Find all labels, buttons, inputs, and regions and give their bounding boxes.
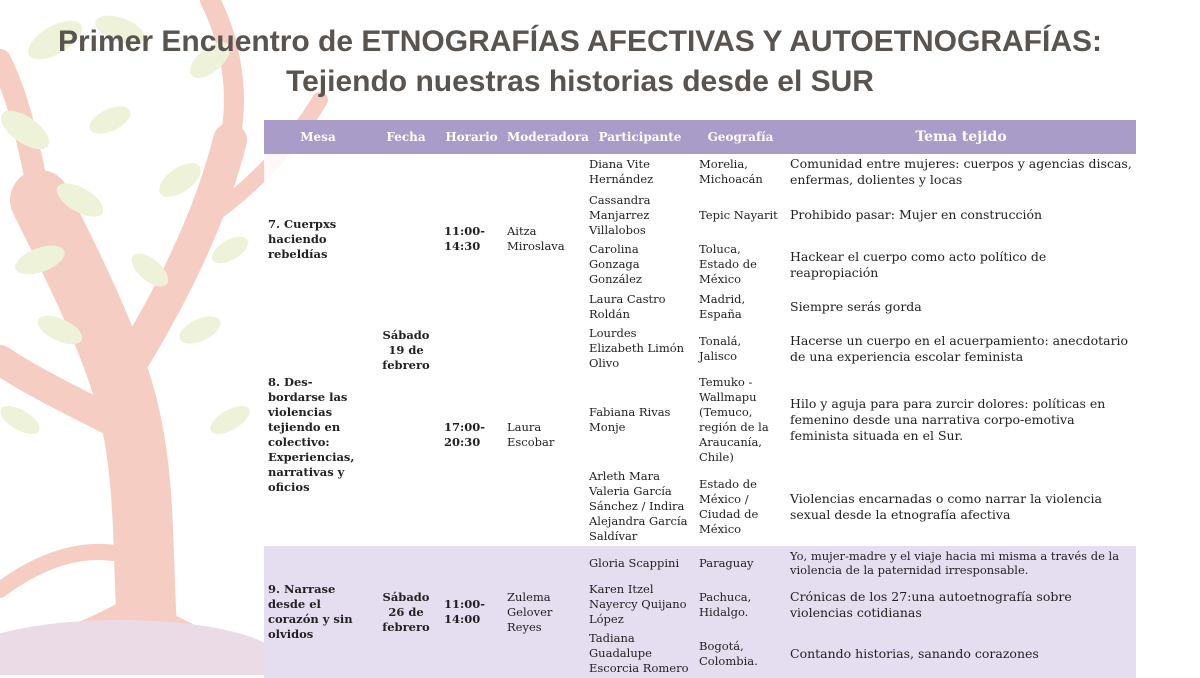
tema-cell: Contando historias, sanando corazones bbox=[786, 629, 1136, 678]
tema-cell: Comunidad entre mujeres: cuerpos y agencias discas, enfermas, dolientes y locas bbox=[786, 154, 1136, 190]
fecha-cell: Sábado 26 de febrero bbox=[372, 546, 440, 678]
header-fecha: Fecha bbox=[372, 120, 440, 154]
table-row bbox=[264, 154, 1136, 190]
participante-cell: Diana Vite Hernández bbox=[585, 154, 695, 190]
participante-cell: Arleth Mara Valeria García Sánchez / Indira Alejandra García Saldívar bbox=[585, 467, 695, 546]
mesa-cell: 7. Cuerpxs haciendo rebeldías bbox=[264, 154, 372, 324]
moderadora-cell: Laura Escobar bbox=[503, 324, 585, 546]
horario-cell: 11:00-14:30 bbox=[440, 154, 503, 324]
tema-cell: Hacerse un cuerpo en el acuerpamiento: anecdotario de una experiencia escolar feminista bbox=[786, 324, 1136, 373]
moderadora-cell: Aitza Miroslava bbox=[503, 154, 585, 324]
tema-cell: Yo, mujer-madre y el viaje hacia mi misma a través de la violencia de la paternidad irresponsable. bbox=[786, 546, 1136, 580]
participante-cell: Gloria Scappini bbox=[585, 546, 695, 580]
title-line-1: Primer Encuentro de ETNOGRAFÍAS AFECTIVAS Y AUTOETNOGRAFÍAS: bbox=[57, 25, 1102, 58]
tema-cell: Hilo y aguja para para zurcir dolores: políticas en femenino desde una narrativa corpo-emotiva feminista situada en el Sur. bbox=[786, 373, 1136, 467]
participante-cell: Fabiana Rivas Monje bbox=[585, 373, 695, 467]
geografia-cell: Estado de México / Ciudad de México bbox=[695, 467, 786, 546]
table-header bbox=[264, 120, 1136, 154]
geografia-cell: Bogotá, Colombia. bbox=[695, 629, 786, 678]
header-row bbox=[264, 120, 1136, 154]
header-geografia: Geografía bbox=[695, 120, 786, 154]
tema-cell: Prohibido pasar: Mujer en construcción bbox=[786, 190, 1136, 240]
title-line-2: Tejiendo nuestras historias desde el SUR bbox=[286, 65, 874, 98]
geografia-cell: Madrid, España bbox=[695, 289, 786, 324]
horario-cell: 11:00-14:00 bbox=[440, 546, 503, 678]
geografia-cell: Temuko - Wallmapu (Temuco, región de la Araucanía, Chile) bbox=[695, 373, 786, 467]
geografia-cell: Tepic Nayarit bbox=[695, 190, 786, 240]
participante-cell: Carolina Gonzaga González bbox=[585, 240, 695, 289]
tema-cell: Siempre serás gorda bbox=[786, 289, 1136, 324]
geografia-cell: Tonalá, Jalisco bbox=[695, 324, 786, 373]
header-horario: Horario bbox=[440, 120, 503, 154]
table-row bbox=[264, 546, 1136, 580]
moderadora-cell: Zulema Gelover Reyes bbox=[503, 546, 585, 678]
header-mesa: Mesa bbox=[264, 120, 372, 154]
page-title bbox=[0, 22, 1160, 102]
participante-cell: Laura Castro Roldán bbox=[585, 289, 695, 324]
tema-cell: Violencias encarnadas o como narrar la violencia sexual desde la etnografía afectiva bbox=[786, 467, 1136, 546]
tema-cell: Crónicas de los 27:una autoetnografía sobre violencias cotidianas bbox=[786, 580, 1136, 629]
header-participante: Participante bbox=[585, 120, 695, 154]
feb-19-group bbox=[264, 154, 1136, 546]
header-moderadora: Moderadora bbox=[503, 120, 585, 154]
tema-cell: Hackear el cuerpo como acto político de reapropiación bbox=[786, 240, 1136, 289]
participante-cell: Karen Itzel Nayercy Quijano López bbox=[585, 580, 695, 629]
participante-cell: Lourdes Elizabeth Limón Olivo bbox=[585, 324, 695, 373]
schedule-table bbox=[264, 120, 1136, 678]
geografia-cell: Morelia, Michoacán bbox=[695, 154, 786, 190]
mesa-cell: 8. Des-bordarse las violencias tejiendo en colectivo: Experiencias, narrativas y oficios bbox=[264, 324, 372, 546]
feb-26-group bbox=[264, 546, 1136, 678]
mesa-cell: 9. Narrase desde el corazón y sin olvidos bbox=[264, 546, 372, 678]
fecha-cell: Sábado 19 de febrero bbox=[372, 154, 440, 546]
horario-cell: 17:00-20:30 bbox=[440, 324, 503, 546]
participante-cell: Cassandra Manjarrez Villalobos bbox=[585, 190, 695, 240]
header-tema: Tema tejido bbox=[786, 120, 1136, 154]
geografia-cell: Paraguay bbox=[695, 546, 786, 580]
participante-cell: Tadiana Guadalupe Escorcia Romero bbox=[585, 629, 695, 678]
geografia-cell: Toluca, Estado de México bbox=[695, 240, 786, 289]
geografia-cell: Pachuca, Hidalgo. bbox=[695, 580, 786, 629]
